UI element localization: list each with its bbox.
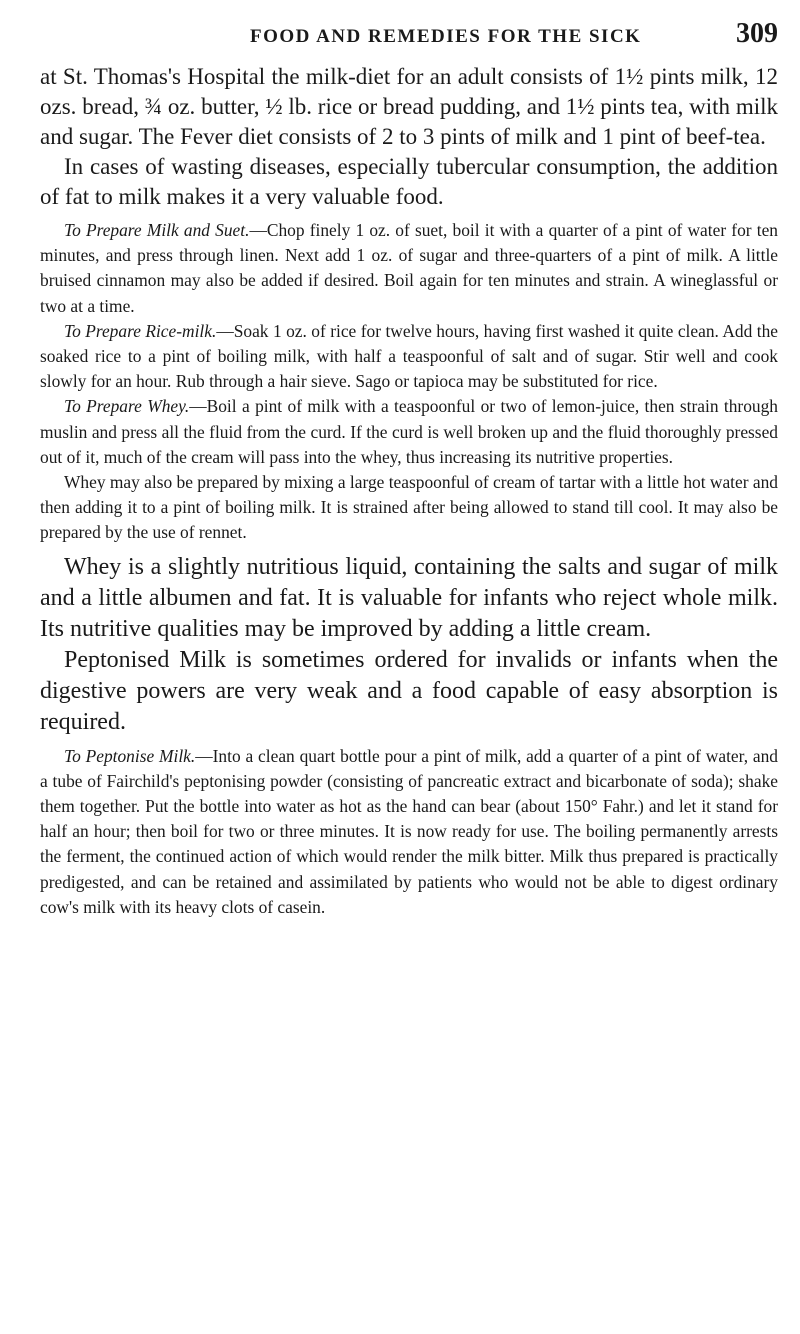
- running-title: FOOD AND REMEDIES FOR THE SICK: [250, 26, 642, 47]
- paragraph-peptonised-milk: Peptonised Milk is sometimes ordered for invalids or infants when the digestive powers are very weak and a food capable of easy absorption is required.: [40, 646, 778, 735]
- running-header: [40, 14, 778, 54]
- paragraph-wasting-diseases: In cases of wasting diseases, especially tubercular consumption, the addition of fat to milk makes it a very valuable food.: [40, 154, 778, 209]
- recipe-heading: To Peptonise Milk.: [64, 745, 196, 766]
- recipe-heading: To Prepare Rice-milk.: [64, 320, 217, 341]
- recipe-heading: To Prepare Whey.: [64, 396, 190, 417]
- recipe-peptonise-milk: [40, 744, 778, 920]
- paragraph-hospital-diet: at St. Thomas's Hospital the milk-diet for an adult consists of 1½ pints milk, 12 ozs. bread, ¾ oz. butter, ½ lb. rice or bread pudding, and 1½ pints tea, with milk and sugar. The Fever diet consists of 2 to 3 pints of milk and 1 pint of beef-tea.: [40, 64, 778, 149]
- recipe-text: —Boil a pint of milk with a teaspoonful or two of lemon-juice, then strain through muslin and press all the fluid from the curd. If the curd is well broken up and the fluid thoroughly pressed out of it, much of the cream will pass into the whey, thus increasing its nutritive properties.: [40, 396, 779, 467]
- recipe-milk-and-suet: [40, 218, 778, 319]
- page-body: [40, 62, 778, 920]
- recipe-text: —Soak 1 oz. of rice for twelve hours, having first washed it quite clean. Add the soaked rice to a pint of boiling milk, with half a teaspoonful of salt and of sugar. Stir well and cook slowly for an hour. Rub through a hair sieve. Sago or tapioca may be substituted for rice.: [40, 320, 778, 392]
- paragraph-whey-alternative: Whey may also be prepared by mixing a large teaspoonful of cream of tartar with a little hot water and then adding it to a pint of boiling milk. It is strained after being allowed to stand till cool. It may also be prepared by the use of rennet.: [40, 472, 778, 543]
- page-number: 309: [736, 18, 778, 49]
- recipe-text: —Into a clean quart bottle pour a pint of milk, add a quarter of a pint of water, and a tube of Fairchild's peptonising powder (consisting of pancreatic extract and bicarbonate of soda); shake them together. Put the bottle into water as hot as the hand can bear (about 150° Fahr.) and let it stand for half an hour; then boil for two or three minutes. It is now ready for use. The boiling permanently arrests the ferment, the continued action of which would render the milk bitter. Milk thus prepared is practically predigested, and can be retained and assimilated by patients who would not be able to digest ordinary cow's milk with its heavy clots of casein.: [40, 745, 779, 917]
- paragraph-whey-nutrition: Whey is a slightly nutritious liquid, containing the salts and sugar of milk and a little albumen and fat. It is valuable for infants who reject whole milk. Its nutritive qualities may be improved by adding a little cream.: [40, 553, 778, 642]
- recipe-heading: To Prepare Milk and Suet.: [64, 220, 250, 240]
- recipe-whey: [40, 394, 778, 470]
- recipe-rice-milk: [40, 319, 778, 395]
- recipe-text: —Chop finely 1 oz. of suet, boil it with a quarter of a pint of water for ten minutes, and press through linen. Next add 1 oz. of sugar and three-quarters of a pint of milk. A little bruised cinnamon may also be added if desired. Boil again for ten minutes and strain. A wineglassful or two at a time.: [40, 220, 778, 316]
